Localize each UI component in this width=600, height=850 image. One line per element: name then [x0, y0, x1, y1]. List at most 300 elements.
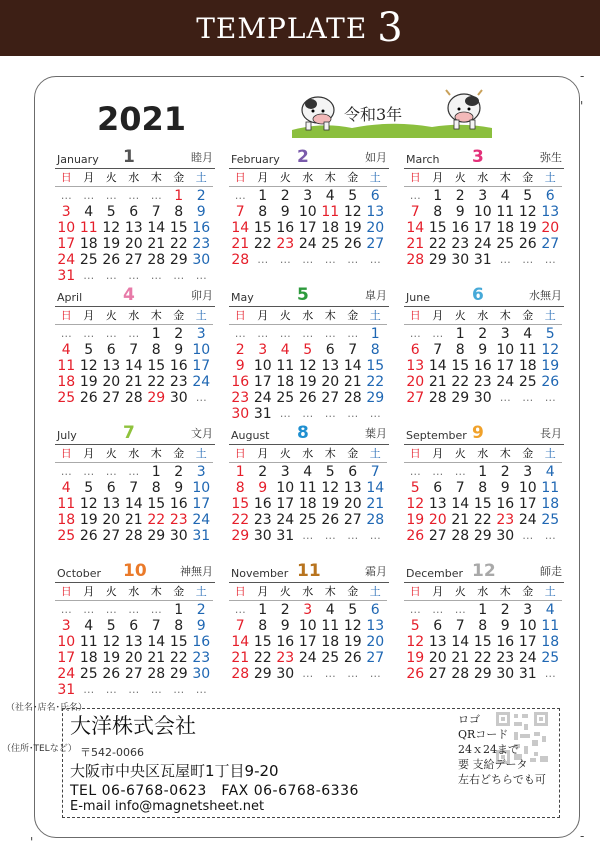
- day-cell: 1: [258, 602, 268, 618]
- blank-day: …: [105, 465, 117, 478]
- weekday-label: 金: [173, 585, 185, 598]
- day-cell: 10: [298, 204, 317, 220]
- weekday-label: 月: [257, 171, 269, 184]
- day-cell: 29: [451, 390, 470, 406]
- day-cell: 1: [151, 326, 161, 342]
- day-cell: 28: [451, 666, 470, 682]
- weekday-label: 水: [128, 309, 140, 322]
- day-cell: 18: [57, 374, 76, 390]
- weekday-label: 火: [279, 309, 291, 322]
- qr-note-line: 要 支給データ: [458, 758, 528, 771]
- day-cell: 12: [79, 358, 98, 374]
- weekday-label: 木: [324, 309, 336, 322]
- month-june: [404, 282, 564, 406]
- weekday-label: 金: [522, 171, 534, 184]
- address-field-label: （住所･TELなど）: [2, 744, 77, 754]
- day-cell: 12: [406, 496, 425, 512]
- day-cell: 26: [321, 512, 340, 528]
- day-cell: 25: [276, 390, 295, 406]
- month-number: 6: [472, 285, 484, 305]
- day-cell: 12: [541, 342, 560, 358]
- day-cell: 13: [541, 204, 560, 220]
- day-cell: 27: [343, 512, 362, 528]
- day-cell: 13: [124, 634, 143, 650]
- blank-day: …: [150, 683, 162, 696]
- day-cell: 31: [276, 528, 295, 544]
- company-field-label: （社名･店名･氏名）: [6, 703, 88, 713]
- company-name: 大洋株式会社: [70, 714, 196, 738]
- day-cell: 19: [406, 512, 425, 528]
- month-july: [55, 420, 215, 544]
- day-cell: 17: [518, 634, 537, 650]
- blank-day: …: [83, 683, 95, 696]
- day-cell: 18: [321, 220, 340, 236]
- day-cell: 29: [253, 666, 272, 682]
- month-number: 3: [472, 147, 484, 167]
- day-cell: 14: [428, 358, 447, 374]
- month-name-jp: 霜月: [365, 565, 387, 578]
- day-cell: 13: [102, 496, 121, 512]
- day-cell: 27: [124, 666, 143, 682]
- era-header: [292, 86, 492, 138]
- day-cell: 30: [169, 528, 188, 544]
- day-cell: 8: [478, 618, 488, 634]
- day-cell: 4: [61, 342, 71, 358]
- blank-day: …: [454, 465, 466, 478]
- email: E-mail info@magnetsheet.net: [70, 799, 265, 814]
- era-label: 令和3年: [344, 105, 403, 124]
- blank-day: …: [409, 465, 421, 478]
- weekday-label: 金: [522, 585, 534, 598]
- day-cell: 17: [276, 496, 295, 512]
- day-cell: 18: [57, 512, 76, 528]
- day-cell: 7: [410, 204, 420, 220]
- day-cell: 4: [325, 188, 335, 204]
- day-cell: 23: [276, 236, 295, 252]
- day-cell: 5: [523, 188, 533, 204]
- day-cell: 3: [196, 326, 206, 342]
- weekday-label: 土: [195, 171, 207, 184]
- blank-day: …: [324, 529, 336, 542]
- blank-day: …: [302, 407, 314, 420]
- weekday-label: 日: [60, 585, 72, 598]
- blank-day: …: [234, 189, 246, 202]
- day-cell: 5: [348, 188, 358, 204]
- day-cell: 24: [518, 650, 537, 666]
- day-cell: 6: [129, 618, 139, 634]
- day-grid: [404, 584, 564, 682]
- month-name-jp: 水無月: [529, 289, 562, 302]
- day-cell: 24: [57, 252, 76, 268]
- day-grid: [404, 170, 564, 268]
- blank-day: …: [83, 327, 95, 340]
- weekday-label: 土: [544, 171, 556, 184]
- day-cell: 31: [192, 528, 211, 544]
- day-cell: 23: [473, 374, 492, 390]
- day-cell: 25: [57, 390, 76, 406]
- weekday-divider: [404, 324, 562, 325]
- weekday-label: 金: [173, 171, 185, 184]
- day-cell: 25: [79, 252, 98, 268]
- day-cell: 3: [500, 326, 510, 342]
- month-name-jp: 長月: [540, 427, 562, 440]
- day-cell: 29: [366, 390, 385, 406]
- day-cell: 27: [428, 666, 447, 682]
- day-cell: 22: [147, 512, 166, 528]
- month-december: [404, 558, 564, 682]
- qr-note-line: 左右どちらでも可: [458, 773, 546, 786]
- day-cell: 1: [174, 602, 184, 618]
- day-cell: 26: [298, 390, 317, 406]
- day-cell: 28: [124, 528, 143, 544]
- logo-qr-note: [458, 712, 546, 787]
- day-cell: 15: [473, 496, 492, 512]
- day-cell: 15: [147, 496, 166, 512]
- day-cell: 4: [500, 188, 510, 204]
- day-cell: 17: [192, 496, 211, 512]
- month-number: 12: [472, 561, 496, 581]
- day-cell: 22: [231, 512, 250, 528]
- day-cell: 23: [192, 650, 211, 666]
- day-cell: 13: [428, 496, 447, 512]
- day-cell: 6: [545, 188, 555, 204]
- day-cell: 26: [102, 666, 121, 682]
- day-cell: 1: [174, 188, 184, 204]
- day-cell: 1: [151, 464, 161, 480]
- weekday-divider: [55, 462, 213, 463]
- day-cell: 17: [496, 358, 515, 374]
- weekday-label: 木: [499, 309, 511, 322]
- weekday-label: 月: [83, 585, 95, 598]
- blank-day: …: [60, 603, 72, 616]
- day-cell: 28: [147, 666, 166, 682]
- month-february: [229, 144, 389, 268]
- day-grid: [229, 446, 389, 544]
- weekday-label: 水: [477, 309, 489, 322]
- weekday-label: 火: [454, 447, 466, 460]
- month-number: 5: [297, 285, 309, 305]
- weekday-label: 火: [105, 585, 117, 598]
- day-cell: 11: [79, 634, 98, 650]
- weekday-label: 土: [369, 171, 381, 184]
- day-cell: 11: [321, 618, 340, 634]
- day-cell: 11: [298, 480, 317, 496]
- day-cell: 1: [455, 326, 465, 342]
- day-cell: 26: [518, 236, 537, 252]
- day-cell: 9: [258, 480, 268, 496]
- weekday-label: 木: [150, 585, 162, 598]
- day-cell: 6: [106, 480, 116, 496]
- weekday-divider: [55, 600, 213, 601]
- day-cell: 4: [84, 204, 94, 220]
- day-cell: 14: [124, 358, 143, 374]
- day-cell: 5: [410, 618, 420, 634]
- blank-day: …: [432, 465, 444, 478]
- month-april: [55, 282, 215, 406]
- blank-day: …: [544, 529, 556, 542]
- weekday-label: 木: [324, 585, 336, 598]
- day-cell: 19: [102, 650, 121, 666]
- weekday-label: 土: [369, 309, 381, 322]
- weekday-label: 日: [234, 447, 246, 460]
- day-cell: 14: [147, 634, 166, 650]
- day-cell: 2: [500, 602, 510, 618]
- weekday-label: 火: [279, 447, 291, 460]
- day-cell: 6: [433, 618, 443, 634]
- weekday-label: 日: [60, 309, 72, 322]
- month-header: [229, 282, 389, 307]
- day-cell: 3: [61, 618, 71, 634]
- day-cell: 4: [545, 464, 555, 480]
- day-cell: 2: [174, 326, 184, 342]
- blank-day: …: [234, 327, 246, 340]
- blank-day: …: [279, 327, 291, 340]
- postal-code: 〒542-0066: [80, 746, 144, 759]
- day-cell: 29: [169, 252, 188, 268]
- day-cell: 25: [321, 236, 340, 252]
- month-november: [229, 558, 389, 682]
- blank-day: …: [499, 391, 511, 404]
- month-number: 9: [472, 423, 484, 443]
- day-cell: 30: [276, 666, 295, 682]
- day-cell: 26: [541, 374, 560, 390]
- day-cell: 20: [321, 374, 340, 390]
- blank-day: …: [150, 603, 162, 616]
- blank-day: …: [105, 269, 117, 282]
- month-name-jp: 文月: [191, 427, 213, 440]
- day-cell: 8: [370, 342, 380, 358]
- blank-day: …: [128, 603, 140, 616]
- day-cell: 9: [478, 342, 488, 358]
- day-cell: 27: [366, 236, 385, 252]
- day-cell: 6: [370, 188, 380, 204]
- month-header: [404, 282, 564, 307]
- day-cell: 20: [102, 374, 121, 390]
- day-cell: 29: [147, 390, 166, 406]
- weekday-label: 日: [409, 171, 421, 184]
- blank-day: …: [83, 189, 95, 202]
- day-cell: 3: [258, 342, 268, 358]
- day-cell: 24: [298, 236, 317, 252]
- month-name-en: September: [406, 429, 467, 442]
- weekday-label: 水: [128, 585, 140, 598]
- day-grid: [229, 308, 389, 422]
- day-cell: 11: [541, 618, 560, 634]
- day-cell: 28: [428, 390, 447, 406]
- day-cell: 16: [192, 220, 211, 236]
- month-name-jp: 神無月: [180, 565, 213, 578]
- day-cell: 22: [366, 374, 385, 390]
- day-cell: 4: [61, 480, 71, 496]
- weekday-label: 土: [544, 309, 556, 322]
- day-cell: 9: [280, 618, 290, 634]
- day-cell: 2: [258, 464, 268, 480]
- month-number: 7: [123, 423, 135, 443]
- month-number: 11: [297, 561, 321, 581]
- day-cell: 21: [451, 512, 470, 528]
- day-cell: 26: [79, 390, 98, 406]
- month-header: [404, 558, 564, 583]
- day-cell: 16: [473, 358, 492, 374]
- day-cell: 1: [258, 188, 268, 204]
- year-title: 2021: [97, 100, 187, 138]
- day-cell: 19: [321, 496, 340, 512]
- day-cell: 16: [451, 220, 470, 236]
- day-cell: 1: [433, 188, 443, 204]
- weekday-label: 木: [324, 171, 336, 184]
- day-cell: 7: [348, 342, 358, 358]
- weekday-label: 水: [302, 171, 314, 184]
- day-cell: 9: [196, 204, 206, 220]
- month-name-jp: 皐月: [365, 289, 387, 302]
- day-cell: 13: [102, 358, 121, 374]
- day-cell: 5: [325, 464, 335, 480]
- day-cell: 19: [343, 634, 362, 650]
- day-cell: 11: [276, 358, 295, 374]
- day-cell: 20: [124, 650, 143, 666]
- day-cell: 22: [253, 650, 272, 666]
- day-cell: 17: [473, 220, 492, 236]
- blank-day: …: [128, 327, 140, 340]
- weekday-divider: [55, 324, 213, 325]
- day-cell: 23: [451, 236, 470, 252]
- weekday-divider: [229, 324, 387, 325]
- day-cell: 7: [151, 618, 161, 634]
- weekday-divider: [229, 186, 387, 187]
- month-number: 1: [123, 147, 135, 167]
- weekday-divider: [229, 462, 387, 463]
- day-cell: 11: [57, 358, 76, 374]
- weekday-label: 水: [128, 447, 140, 460]
- day-cell: 7: [151, 204, 161, 220]
- blank-day: …: [302, 327, 314, 340]
- day-cell: 20: [343, 496, 362, 512]
- blank-day: …: [302, 253, 314, 266]
- day-cell: 28: [343, 390, 362, 406]
- weekday-label: 火: [454, 171, 466, 184]
- weekday-label: 日: [409, 447, 421, 460]
- day-cell: 18: [541, 496, 560, 512]
- weekday-label: 木: [150, 171, 162, 184]
- month-september: [404, 420, 564, 544]
- weekday-label: 月: [432, 585, 444, 598]
- day-cell: 14: [231, 634, 250, 650]
- day-cell: 15: [169, 634, 188, 650]
- blank-day: …: [409, 327, 421, 340]
- blank-day: …: [150, 189, 162, 202]
- day-cell: 5: [348, 602, 358, 618]
- day-cell: 2: [478, 326, 488, 342]
- day-cell: 17: [192, 358, 211, 374]
- weekday-label: 土: [195, 309, 207, 322]
- day-cell: 8: [235, 480, 245, 496]
- blank-day: …: [173, 683, 185, 696]
- day-cell: 21: [231, 650, 250, 666]
- weekday-label: 木: [150, 447, 162, 460]
- day-cell: 2: [500, 464, 510, 480]
- day-cell: 14: [124, 496, 143, 512]
- template-banner: [0, 0, 600, 56]
- day-cell: 18: [79, 650, 98, 666]
- day-cell: 25: [541, 650, 560, 666]
- day-cell: 23: [169, 374, 188, 390]
- day-cell: 10: [496, 342, 515, 358]
- day-cell: 4: [280, 342, 290, 358]
- day-cell: 25: [518, 374, 537, 390]
- day-cell: 24: [192, 512, 211, 528]
- day-cell: 18: [321, 634, 340, 650]
- month-name-en: February: [231, 153, 280, 166]
- day-cell: 28: [147, 252, 166, 268]
- day-cell: 12: [518, 204, 537, 220]
- day-cell: 22: [473, 512, 492, 528]
- day-cell: 22: [147, 374, 166, 390]
- day-cell: 21: [147, 650, 166, 666]
- day-cell: 14: [451, 496, 470, 512]
- day-cell: 3: [478, 188, 488, 204]
- day-cell: 8: [433, 204, 443, 220]
- day-cell: 12: [321, 480, 340, 496]
- day-cell: 28: [366, 512, 385, 528]
- day-cell: 12: [79, 496, 98, 512]
- weekday-label: 土: [369, 447, 381, 460]
- day-cell: 27: [428, 528, 447, 544]
- day-cell: 6: [348, 464, 358, 480]
- day-cell: 30: [496, 666, 515, 682]
- day-cell: 5: [545, 326, 555, 342]
- day-cell: 11: [518, 342, 537, 358]
- day-cell: 19: [102, 236, 121, 252]
- blank-day: …: [544, 391, 556, 404]
- day-cell: 3: [61, 204, 71, 220]
- blank-day: …: [105, 683, 117, 696]
- day-cell: 3: [280, 464, 290, 480]
- weekday-label: 水: [302, 309, 314, 322]
- day-cell: 20: [102, 512, 121, 528]
- day-cell: 20: [428, 650, 447, 666]
- address: 大阪市中央区瓦屋町1丁目9-20: [70, 762, 279, 780]
- day-cell: 30: [192, 666, 211, 682]
- day-cell: 16: [276, 220, 295, 236]
- blank-day: …: [347, 407, 359, 420]
- day-cell: 30: [253, 528, 272, 544]
- day-cell: 4: [303, 464, 313, 480]
- day-cell: 27: [366, 650, 385, 666]
- day-cell: 17: [298, 220, 317, 236]
- weekday-label: 火: [279, 585, 291, 598]
- day-cell: 1: [478, 602, 488, 618]
- day-cell: 22: [169, 650, 188, 666]
- day-cell: 31: [57, 268, 76, 284]
- crop-mark: -: [580, 69, 585, 83]
- day-cell: 22: [169, 236, 188, 252]
- day-cell: 5: [106, 618, 116, 634]
- day-cell: 10: [192, 480, 211, 496]
- blank-day: …: [257, 327, 269, 340]
- day-cell: 16: [169, 358, 188, 374]
- day-cell: 6: [370, 602, 380, 618]
- banner-word: TEMPLATE: [196, 11, 368, 45]
- day-cell: 5: [84, 342, 94, 358]
- day-cell: 17: [518, 496, 537, 512]
- weekday-label: 火: [105, 447, 117, 460]
- day-cell: 2: [174, 464, 184, 480]
- day-cell: 4: [84, 618, 94, 634]
- qr-note-line: ロゴ: [458, 713, 480, 726]
- blank-day: …: [499, 253, 511, 266]
- day-cell: 9: [500, 480, 510, 496]
- day-cell: 29: [473, 666, 492, 682]
